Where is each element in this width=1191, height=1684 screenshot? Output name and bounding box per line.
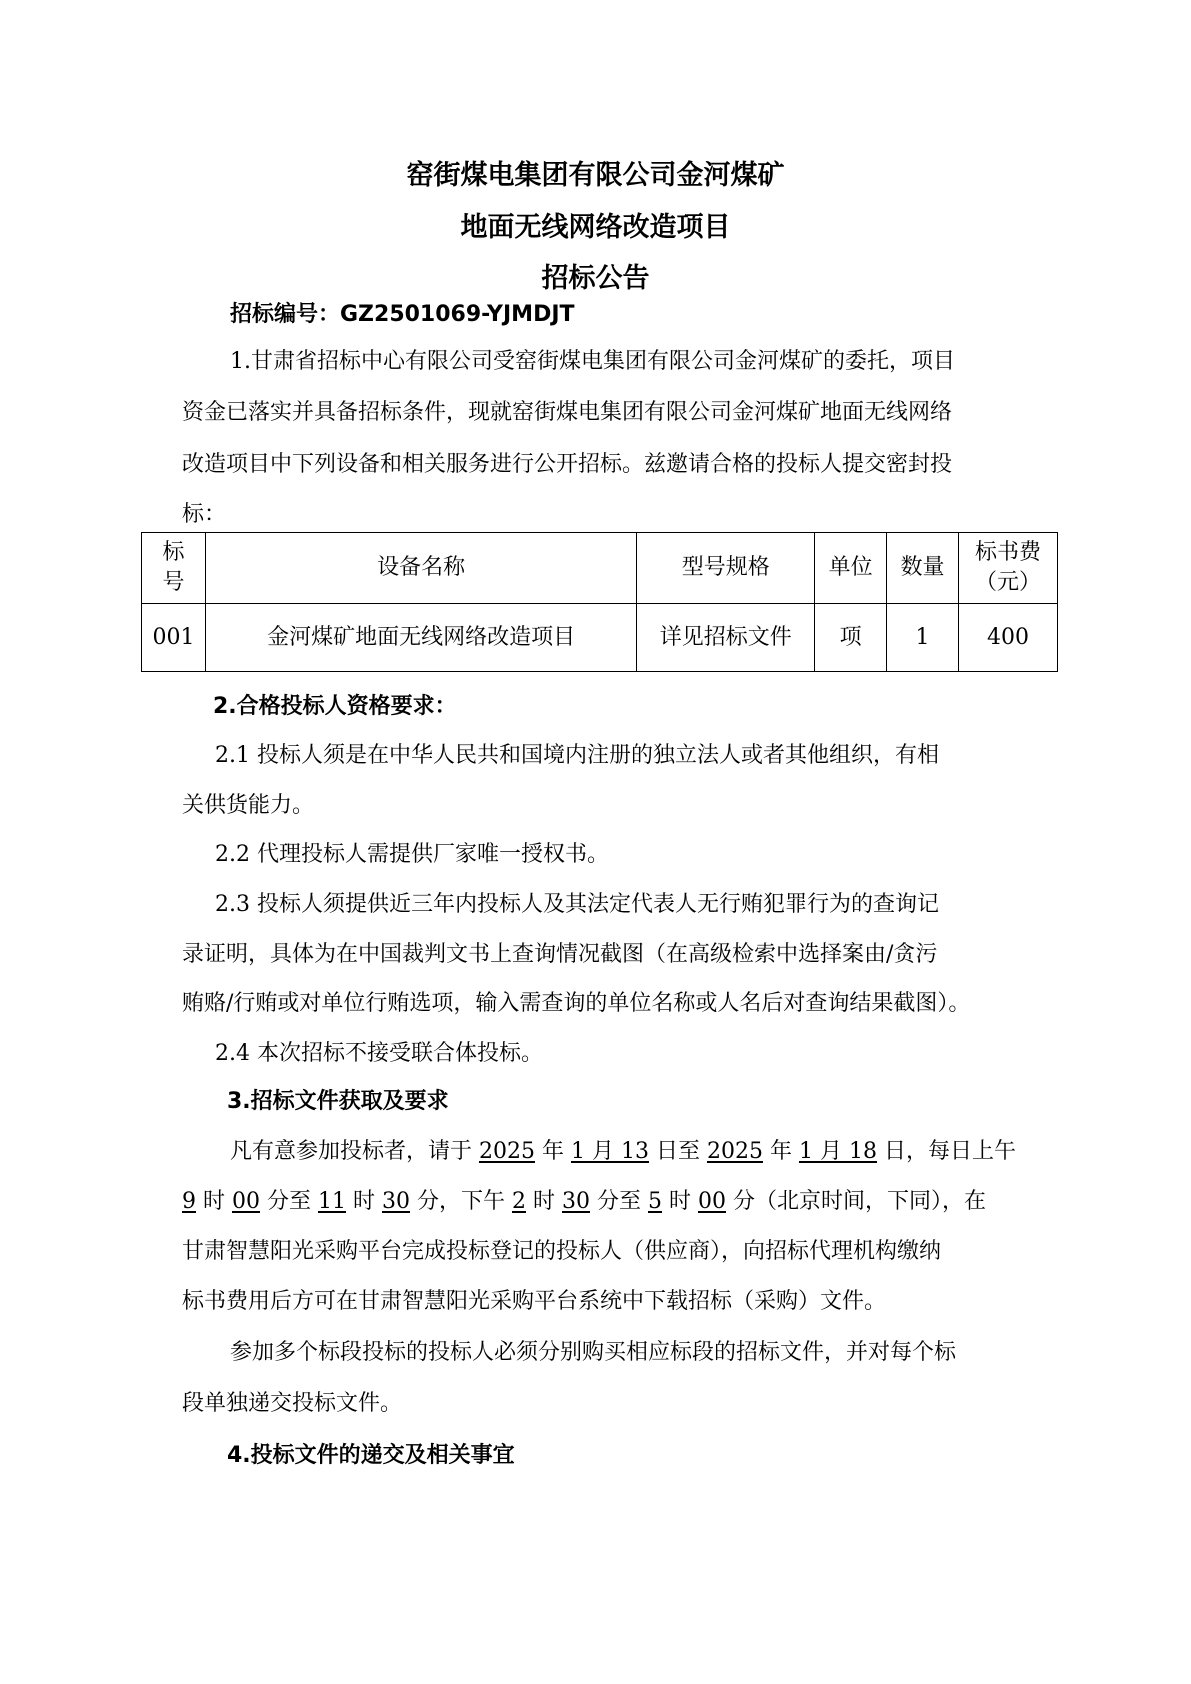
time-value: 00 bbox=[232, 1189, 260, 1214]
section3-line-1 bbox=[230, 1137, 1016, 1167]
header-lot-number-line-2: 号 bbox=[162, 570, 185, 595]
header-lot-number bbox=[142, 533, 206, 604]
section2-3-line-3: 贿赂/行贿或对单位行贿选项，输入需查询的单位名称或人名后对查询结果截图）。 bbox=[182, 991, 971, 1016]
time-value: 30 bbox=[562, 1189, 590, 1214]
text-segment: 年 bbox=[535, 1139, 571, 1164]
cell-model-spec: 详见招标文件 bbox=[637, 604, 815, 672]
time-value: 00 bbox=[698, 1189, 726, 1214]
time-value: 30 bbox=[382, 1189, 410, 1214]
text-segment: 时 bbox=[196, 1189, 232, 1214]
text-segment: 分至 bbox=[590, 1189, 648, 1214]
cell-lot-number: 001 bbox=[142, 604, 206, 672]
header-document-fee-line-1: 标书费 bbox=[975, 540, 1042, 565]
text-segment: 分（北京时间，下同），在 bbox=[726, 1189, 986, 1214]
cell-document-fee: 400 bbox=[959, 604, 1058, 672]
section3-line-2 bbox=[182, 1187, 986, 1217]
section1-line-1: 1.甘肃省招标中心有限公司受窑街煤电集团有限公司金河煤矿的委托，项目 bbox=[230, 349, 955, 374]
text-segment: 分至 bbox=[260, 1189, 318, 1214]
text-segment: 分，下午 bbox=[410, 1189, 512, 1214]
cell-unit: 项 bbox=[815, 604, 887, 672]
text-segment: 时 bbox=[346, 1189, 382, 1214]
start-year: 2025 bbox=[479, 1139, 535, 1164]
section3-line-4: 标书费用后方可在甘肃智慧阳光采购平台系统中下载招标（采购）文件。 bbox=[182, 1289, 887, 1314]
end-date: 1 月 18 bbox=[798, 1139, 877, 1164]
section3-line-3: 甘肃智慧阳光采购平台完成投标登记的投标人（供应商），向招标代理机构缴纳 bbox=[182, 1239, 942, 1264]
time-value: 11 bbox=[318, 1189, 346, 1214]
time-value: 9 bbox=[182, 1189, 196, 1214]
start-date: 1 月 13 bbox=[571, 1139, 649, 1164]
section2-1-line-1: 2.1 投标人须是在中华人民共和国境内注册的独立法人或者其他组织，有相 bbox=[215, 743, 939, 768]
time-value: 5 bbox=[648, 1189, 662, 1214]
section1-line-4: 标： bbox=[182, 502, 227, 527]
section1-line-3: 改造项目中下列设备和相关服务进行公开招标。兹邀请合格的投标人提交密封投 bbox=[182, 452, 953, 477]
header-document-fee-line-2: （元） bbox=[975, 570, 1042, 595]
text-segment: 日，每日上午 bbox=[876, 1139, 1016, 1164]
title-line-2: 地面无线网络改造项目 bbox=[460, 212, 731, 243]
text-segment: 日至 bbox=[648, 1139, 707, 1164]
bid-table bbox=[141, 532, 1058, 672]
cell-quantity: 1 bbox=[887, 604, 959, 672]
section4-heading: 4.投标文件的递交及相关事宜 bbox=[227, 1443, 515, 1468]
title-line-1: 窑街煤电集团有限公司金河煤矿 bbox=[406, 160, 785, 191]
section2-3-line-1: 2.3 投标人须提供近三年内投标人及其法定代表人无行贿犯罪行为的查询记 bbox=[215, 892, 939, 917]
end-year: 2025 bbox=[706, 1139, 763, 1164]
time-value: 2 bbox=[512, 1189, 526, 1214]
table-row bbox=[142, 604, 1058, 672]
section1-line-2: 资金已落实并具备招标条件，现就窑街煤电集团有限公司金河煤矿地面无线网络 bbox=[182, 400, 953, 425]
header-model-spec: 型号规格 bbox=[637, 533, 815, 604]
bid-table-header-row bbox=[142, 533, 1058, 604]
section2-3-line-2: 录证明，具体为在中国裁判文书上查询情况截图（在高级检索中选择案由/贪污 bbox=[182, 942, 938, 967]
section2-heading: 2.合格投标人资格要求： bbox=[213, 694, 457, 719]
section3-heading: 3.招标文件获取及要求 bbox=[227, 1089, 449, 1114]
header-quantity: 数量 bbox=[887, 533, 959, 604]
title-line-3: 招标公告 bbox=[541, 263, 650, 294]
section3-para2-line-1: 参加多个标段投标的投标人必须分别购买相应标段的招标文件，并对每个标 bbox=[230, 1340, 957, 1365]
text-segment: 年 bbox=[762, 1139, 799, 1164]
cell-equipment-name: 金河煤矿地面无线网络改造项目 bbox=[205, 604, 636, 672]
header-equipment-name: 设备名称 bbox=[205, 533, 636, 604]
text-segment: 凡有意参加投标者，请于 bbox=[230, 1139, 479, 1164]
text-segment: 时 bbox=[662, 1189, 698, 1214]
section2-4: 2.4 本次招标不接受联合体投标。 bbox=[215, 1041, 543, 1066]
section3-para2-line-2: 段单独递交投标文件。 bbox=[182, 1391, 403, 1416]
header-document-fee bbox=[959, 533, 1058, 604]
text-segment: 时 bbox=[526, 1189, 562, 1214]
header-lot-number-line-1: 标 bbox=[162, 540, 185, 565]
bid-number: 招标编号：GZ2501069-YJMDJT bbox=[230, 302, 575, 327]
section2-1-line-2: 关供货能力。 bbox=[182, 793, 315, 818]
header-unit: 单位 bbox=[815, 533, 887, 604]
section2-2: 2.2 代理投标人需提供厂家唯一授权书。 bbox=[215, 842, 609, 867]
